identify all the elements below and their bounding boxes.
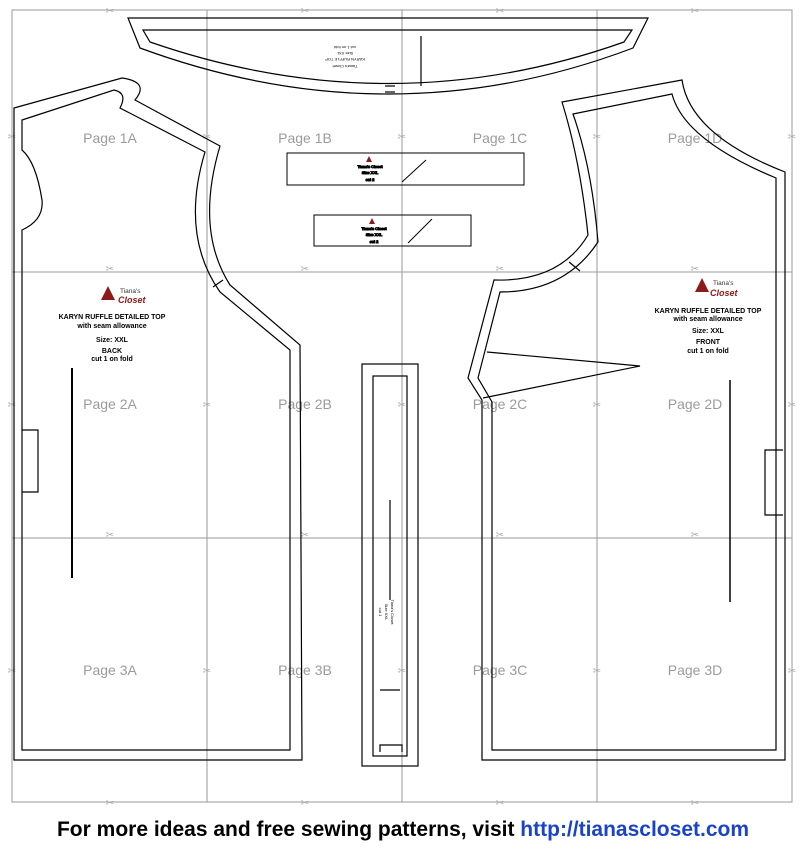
scissors-icon: ✂ bbox=[787, 400, 797, 411]
cut-instruction: cut 1 on fold bbox=[91, 356, 133, 363]
website-link[interactable]: http://tianascloset.com bbox=[520, 818, 749, 841]
scissors-icon: ✂ bbox=[397, 666, 407, 677]
pattern-title: KARYN RUFFLE DETAILED TOP bbox=[654, 308, 762, 315]
placket-label bbox=[378, 599, 395, 625]
svg-text:KARYN RUFFLE TOP: KARYN RUFFLE TOP bbox=[325, 57, 365, 62]
brand-name-line2: Closet bbox=[118, 295, 146, 305]
footer-text: For more ideas and free sewing patterns, visit bbox=[56, 818, 521, 841]
page-label-1a: Page 1A bbox=[83, 130, 137, 146]
scissors-icon: ✂ bbox=[105, 798, 115, 809]
page-label-1c: Page 1C bbox=[472, 130, 528, 146]
scissors-icon: ✂ bbox=[7, 400, 17, 411]
svg-text:Size XXL: Size XXL bbox=[361, 170, 379, 175]
scissors-icon: ✂ bbox=[690, 530, 700, 541]
back-bodice-piece bbox=[14, 78, 302, 760]
scissors-icon: ✂ bbox=[300, 530, 310, 541]
scissors-icon: ✂ bbox=[202, 666, 212, 677]
scissors-icon: ✂ bbox=[397, 132, 407, 143]
tree-logo-icon bbox=[369, 218, 375, 224]
scissors-icon: ✂ bbox=[495, 6, 505, 17]
scissors-icon: ✂ bbox=[300, 6, 310, 17]
scissors-icon: ✂ bbox=[202, 400, 212, 411]
scissors-icon: ✂ bbox=[105, 264, 115, 275]
size-label: Size: XXL bbox=[692, 328, 724, 335]
brand-name-line2: Closet bbox=[710, 288, 738, 298]
neckband-piece bbox=[128, 18, 648, 94]
page-label-1d: Page 1D bbox=[667, 130, 723, 146]
ruffle-strip-1 bbox=[287, 153, 524, 185]
pattern-title: KARYN RUFFLE DETAILED TOP bbox=[58, 314, 166, 321]
scissors-icon: ✂ bbox=[300, 798, 310, 809]
front-piece-label bbox=[655, 278, 762, 355]
tree-logo-icon bbox=[101, 286, 115, 300]
scissors-icon: ✂ bbox=[495, 530, 505, 541]
svg-text:Size XXL: Size XXL bbox=[384, 603, 389, 621]
piece-name: FRONT bbox=[695, 339, 721, 346]
piece-name: BACK bbox=[101, 348, 123, 355]
page-label-2c: Page 2C bbox=[472, 396, 528, 412]
cut-instruction: cut 1 on fold bbox=[687, 348, 729, 355]
scissors-icon: ✂ bbox=[105, 530, 115, 541]
pattern-subtitle: with seam allowance bbox=[673, 316, 743, 323]
scissors-icon: ✂ bbox=[300, 264, 310, 275]
scissors-icon: ✂ bbox=[397, 400, 407, 411]
svg-text:cut 1 on fold: cut 1 on fold bbox=[334, 45, 356, 50]
placket-strip bbox=[362, 364, 418, 766]
scissors-icon: ✂ bbox=[202, 132, 212, 143]
tree-logo-icon bbox=[695, 278, 709, 292]
scissors-icon: ✂ bbox=[592, 666, 602, 677]
scissors-icon: ✂ bbox=[690, 798, 700, 809]
svg-text:Tiana's Closet: Tiana's Closet bbox=[390, 599, 395, 625]
scissors-icon: ✂ bbox=[592, 132, 602, 143]
svg-text:Tiana's Closet: Tiana's Closet bbox=[361, 226, 387, 231]
tree-logo-icon bbox=[366, 156, 372, 162]
page-label-3b: Page 3B bbox=[278, 662, 332, 678]
neckband-label bbox=[325, 45, 365, 69]
scissors-icon: ✂ bbox=[787, 132, 797, 143]
pattern-subtitle: with seam allowance bbox=[77, 323, 147, 330]
scissors-icon: ✂ bbox=[105, 6, 115, 17]
svg-text:Size XXL: Size XXL bbox=[336, 51, 354, 56]
svg-text:Size XXL: Size XXL bbox=[365, 232, 383, 237]
front-bodice-piece bbox=[468, 80, 785, 760]
page-label-1b: Page 1B bbox=[278, 130, 332, 146]
scissors-icon: ✂ bbox=[7, 666, 17, 677]
scissors-icon: ✂ bbox=[787, 666, 797, 677]
svg-text:cut 2: cut 2 bbox=[369, 239, 379, 244]
scissors-icon: ✂ bbox=[495, 264, 505, 275]
page-label-3d: Page 3D bbox=[667, 662, 723, 678]
svg-text:Tiana's Closet: Tiana's Closet bbox=[332, 64, 358, 69]
brand-name-line1: Tiana's bbox=[713, 280, 734, 287]
page-label-2d: Page 2D bbox=[667, 396, 723, 412]
page-label-2a: Page 2A bbox=[83, 396, 137, 412]
svg-text:Tiana's Closet: Tiana's Closet bbox=[357, 164, 383, 169]
ruffle-strip-2 bbox=[314, 215, 471, 246]
back-piece-label bbox=[59, 286, 166, 363]
footer-promo bbox=[0, 812, 806, 848]
scissors-icon: ✂ bbox=[690, 264, 700, 275]
page-label-3c: Page 3C bbox=[472, 662, 528, 678]
scissors-icon: ✂ bbox=[592, 400, 602, 411]
svg-text:cut 2: cut 2 bbox=[365, 177, 375, 182]
page-label-2b: Page 2B bbox=[278, 396, 332, 412]
svg-text:cut 1: cut 1 bbox=[378, 607, 383, 617]
page-label-3a: Page 3A bbox=[83, 662, 137, 678]
scissors-icon: ✂ bbox=[690, 6, 700, 17]
scissors-icon: ✂ bbox=[495, 798, 505, 809]
brand-name-line1: Tiana's bbox=[120, 288, 141, 295]
size-label: Size: XXL bbox=[96, 337, 128, 344]
scissors-icon: ✂ bbox=[7, 132, 17, 143]
